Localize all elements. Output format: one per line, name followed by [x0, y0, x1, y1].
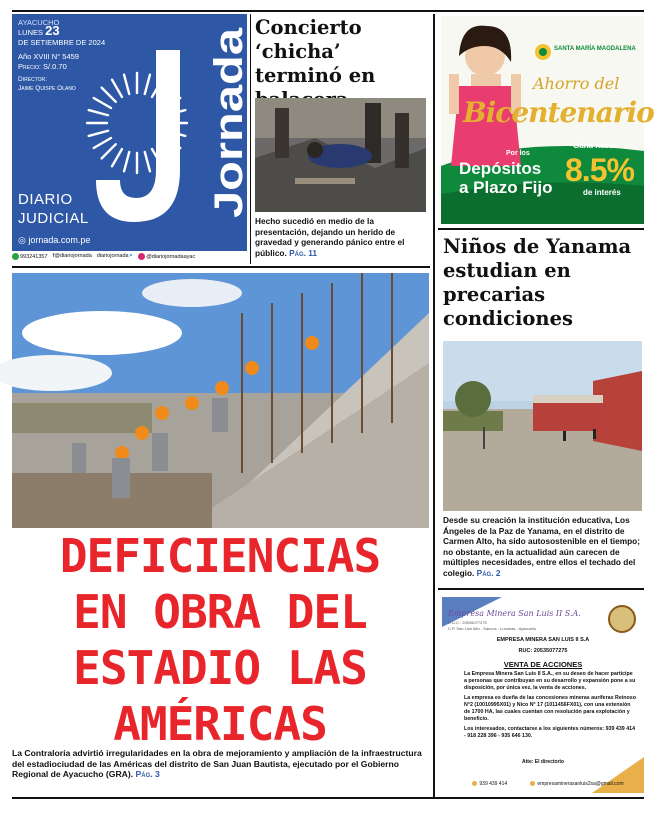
instagram-text: @diariojornadaayac: [146, 253, 196, 260]
ad-minera-p1: La Empresa Minera San Luis II S.A., en su deseo de hacer partícipe a personas que contribuyan en su desarrollo y expansión pone a su disposición, por única vez, la venta de acciones.: [464, 671, 636, 691]
ad-por-los: Por los: [506, 150, 530, 157]
ad-minera-company: EMPRESA MINERA SAN LUIS II S.A: [496, 637, 590, 643]
masthead: [12, 14, 251, 251]
row-divider-left: [12, 266, 430, 268]
email-icon: [530, 781, 535, 786]
main-page-ref[interactable]: Pág. 3: [135, 769, 160, 779]
ad-interes: de interés: [583, 188, 621, 197]
svg-text:Jornada: Jornada: [207, 62, 251, 218]
ad-minera-phone[interactable]: [472, 781, 507, 787]
yanama-headline[interactable]: Niños de Yanama estudian en precarias condiciones: [443, 235, 632, 330]
ad-cooperative-name: SANTA MARÍA MAGDALENA: [554, 46, 636, 52]
ad-bicentenario[interactable]: [441, 16, 654, 224]
twitter-text: diariojornada: [96, 253, 129, 259]
masthead-director-name: Jaime Quispe Olano: [18, 85, 76, 92]
ad-plazo: a Plazo Fijo: [459, 178, 553, 197]
main-body: [12, 748, 428, 780]
ad-gana: Gana hasta:: [573, 141, 619, 150]
yanama-photo: [443, 341, 642, 511]
main-headline[interactable]: [12, 528, 428, 752]
concierto-page-ref[interactable]: Pág. 11: [289, 247, 318, 258]
masthead-weekday: LUNES: [18, 28, 44, 37]
whatsapp-icon: [12, 253, 19, 260]
instagram-icon: [138, 253, 145, 260]
bottom-rule: [12, 797, 644, 799]
social-whatsapp[interactable]: [12, 253, 48, 260]
yanama-page-ref[interactable]: Pág. 2: [476, 567, 501, 578]
main-headline-line-1: DEFICIENCIAS: [59, 529, 381, 583]
judicial-label: JUDICIAL: [18, 210, 89, 227]
diario-label: DIARIO: [18, 191, 73, 208]
yanama-body-text: Desde su creación la institución educativa, Los Ángeles de la Paz de Yanama, en el distrito de Carmen Alto, ha sido autosostenible en el tiempo; no obstante, en la actualidad aún carecen de múltiples necesidades, entre ellos el techado del colegio.: [443, 515, 641, 578]
main-body-text: La Contraloría advirtió irregularidades en la obra de mejoramiento y ampliación de la infraestructura del estadiociudad de las Américas del distrito de San Juan Bautista, ejecutado por el Gobierno Regional de Ayacucho (GRA).: [12, 748, 422, 779]
social-facebook[interactable]: [53, 253, 92, 259]
masthead-date-rest: DE SETIEMBRE DE 2024: [18, 38, 106, 47]
ad-minera-p2: La empresa es dueña de las concesiones mineras auríferas Reinoso N°2 (10010995X01) y Nico N° 17 (1011456FX01), con una extensión de 1700 HA, las cuales cuentan con resolución para explotación y beneficio.: [464, 695, 636, 722]
concierto-body-text: Hecho sucedió en medio de la presentación, dejando un herido de gravedad y generando pánico entre el público.: [255, 216, 405, 258]
ad-depositos: Depósitos: [459, 159, 542, 178]
social-twitter[interactable]: [97, 253, 133, 259]
masthead-date: [18, 23, 60, 38]
social-instagram[interactable]: [138, 253, 195, 260]
facebook-text: @diariojornada: [54, 253, 92, 259]
masthead-price: Precio: S/.0.70: [18, 62, 67, 71]
top-rule: [12, 10, 644, 12]
twitter-icon: ✦: [128, 253, 134, 259]
ad-minera-email-text: empresaminerasanluis2sa@gmail.com: [537, 781, 624, 787]
concierto-headline[interactable]: Concierto ‘chicha’ terminó en: [255, 16, 376, 87]
concierto-body: [255, 216, 425, 258]
ad-minera-p3: Los interesados, contactarse a los siguientes números: 939 439 414 - 918 228 396 - 935 646 130.: [464, 726, 636, 739]
row-divider-right-2: [438, 588, 644, 590]
brand-wordmark: [207, 22, 251, 222]
ad-minera-address: C.P. San Luis Alto - Sancos - Lucanas - Ayacucho: [448, 626, 537, 631]
ad-tagline-2: Bicentenario: [463, 96, 654, 129]
ad-minera-script: Empresa Minera San Luis II S.A.: [448, 609, 581, 618]
yanama-body: [443, 515, 643, 578]
website-text: jornada.com.pe: [28, 235, 91, 245]
phone-icon: [472, 781, 477, 786]
facebook-icon: f: [52, 253, 55, 259]
main-headline-line-4: AMÉRICAS: [113, 697, 327, 751]
ad-minera[interactable]: [442, 597, 644, 793]
ad-minera-title: VENTA DE ACCIONES: [503, 660, 583, 669]
ad-minera-ruc: RUC: 20535077275: [518, 648, 568, 654]
ad-minera-ruc-small: R.U.C.: 20535077275: [448, 620, 487, 625]
j-logo-icon: [96, 50, 182, 222]
ad-minera-text: [464, 671, 636, 740]
ad-tagline-1: Ahorro del: [533, 74, 620, 93]
whatsapp-text: 993241357: [20, 253, 48, 260]
ad-minera-phone-text: 939 439 414: [479, 781, 508, 787]
column-divider: [433, 14, 435, 797]
main-headline-line-3: ESTADIO LAS: [73, 641, 367, 695]
globe-icon: ◎: [18, 235, 26, 245]
ad-rate: 8.5%: [565, 152, 634, 188]
main-headline-line-2: EN OBRA DEL: [73, 585, 367, 639]
concierto-photo: [255, 98, 426, 212]
social-bar: [12, 251, 247, 261]
row-divider-right-1: [438, 228, 644, 230]
stadium-photo: [12, 273, 429, 528]
masthead-city: AYACUCHO: [18, 18, 60, 27]
masthead-director-label: Director:: [18, 76, 47, 83]
masthead-year-number: Año XVIII N° 5459: [18, 52, 79, 61]
masthead-day: 23: [45, 23, 60, 38]
ad-minera-signature: Atte: El directorio: [522, 759, 564, 765]
website-link[interactable]: [18, 235, 90, 246]
ad-minera-email[interactable]: [530, 781, 624, 787]
